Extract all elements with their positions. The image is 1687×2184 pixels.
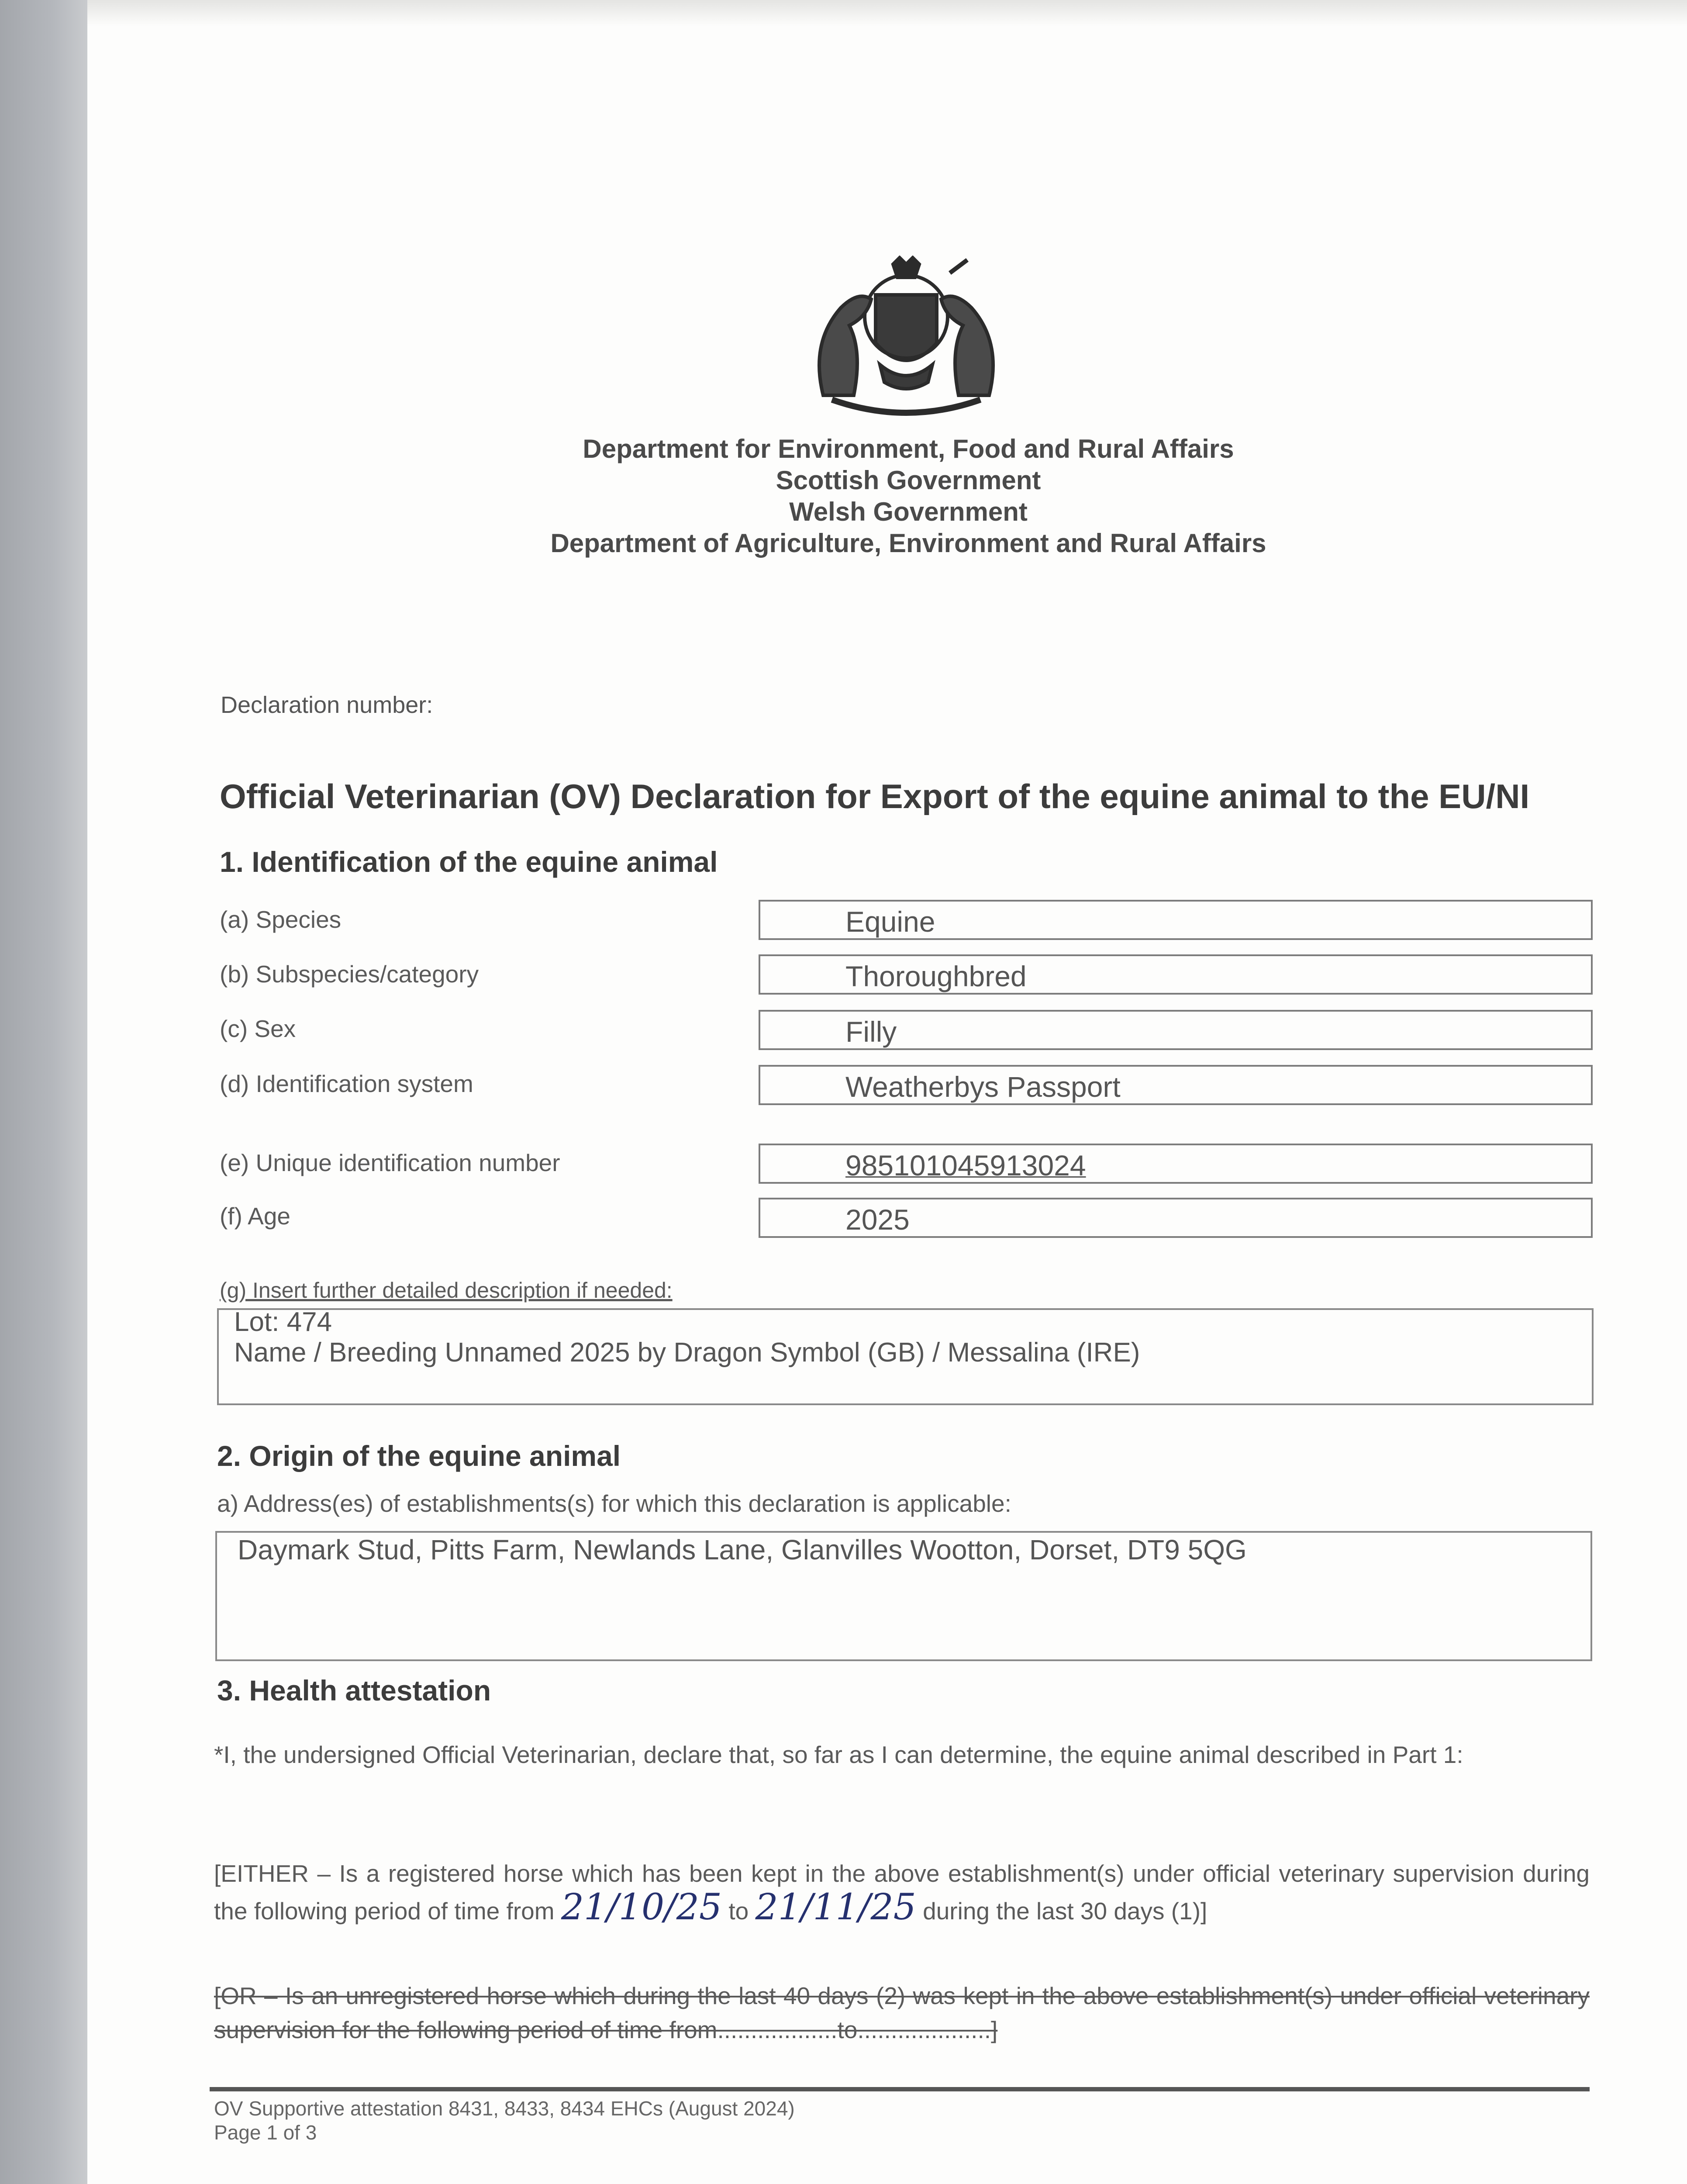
royal-coat-of-arms-icon — [806, 256, 1007, 422]
sex-field[interactable] — [759, 1010, 1593, 1050]
dept-welsh-government: Welsh Government — [789, 497, 1028, 526]
further-description-label: (g) Insert further detailed description if needed: — [220, 1278, 673, 1303]
age-label: (f) Age — [220, 1203, 291, 1230]
page-title: Official Veterinarian (OV) Declaration for Export of the equine animal to the EU/NI — [220, 777, 1530, 816]
further-description-box[interactable] — [217, 1308, 1594, 1405]
scan-spine-shadow — [0, 0, 87, 2184]
establishment-address-box[interactable] — [215, 1531, 1592, 1661]
sex-label: (c) Sex — [220, 1015, 296, 1042]
identification-system-value: Weatherbys Passport — [845, 1071, 1121, 1103]
to-word: to — [728, 1897, 749, 1925]
dept-scottish-government: Scottish Government — [776, 466, 1041, 495]
uin-label: (e) Unique identification number — [220, 1149, 560, 1176]
subspecies-label: (b) Subspecies/category — [220, 961, 479, 988]
species-label: (a) Species — [220, 906, 342, 933]
dept-defra: Department for Environment, Food and Rural Affairs — [583, 434, 1234, 463]
either-clause-text: [EITHER – Is a registered horse which has been kept in the above establishment(s) under official veterinary supervision during the following period of time from — [214, 1860, 1590, 1925]
section1-heading: 1. Identification of the equine animal — [220, 846, 718, 878]
age-value: 2025 — [845, 1203, 910, 1236]
uin-value: 985101045913024 — [845, 1149, 1086, 1182]
declaration-number-label: Declaration number: — [221, 692, 433, 718]
establishment-address: Daymark Stud, Pitts Farm, Newlands Lane, Glanvilles Wootton, Dorset, DT9 5QG — [238, 1534, 1247, 1565]
sex-value: Filly — [845, 1016, 897, 1048]
species-field[interactable] — [759, 900, 1593, 940]
or-clause-struck-through: [OR – Is an unregistered horse which during the last 40 days (2) was kept in the above establishment(s) under official veterinary supervision for the following period of time from..................to....................] — [214, 1982, 1590, 2043]
to-date-handwritten: 21/11/25 — [755, 1887, 916, 1928]
identification-system-field[interactable] — [759, 1065, 1593, 1105]
footer-divider — [210, 2087, 1590, 2091]
age-field[interactable] — [759, 1198, 1593, 1238]
species-value: Equine — [845, 905, 935, 938]
from-date-handwritten: 21/10/25 — [561, 1887, 722, 1928]
identification-system-label: (d) Identification system — [220, 1070, 473, 1097]
name-breeding: Name / Breeding Unnamed 2025 by Dragon Symbol (GB) / Messalina (IRE) — [234, 1337, 1140, 1368]
footer-form-reference: OV Supportive attestation 8431, 8433, 8434 EHCs (August 2024) — [214, 2097, 795, 2120]
dept-daera: Department of Agriculture, Environment and Rural Affairs — [550, 529, 1266, 558]
either-clause — [214, 1856, 1590, 1928]
establishment-address-label: a) Address(es) of establishments(s) for which this declaration is applicable: — [217, 1490, 1011, 1517]
section2-heading: 2. Origin of the equine animal — [217, 1440, 621, 1472]
scan-top-shadow — [87, 0, 1687, 26]
footer-page-number: Page 1 of 3 — [214, 2121, 317, 2144]
section3-heading: 3. Health attestation — [217, 1674, 491, 1707]
uin-field[interactable] — [759, 1144, 1593, 1184]
subspecies-field[interactable] — [759, 954, 1593, 995]
either-clause-end: during the last 30 days (1)] — [923, 1897, 1207, 1925]
subspecies-value: Thoroughbred — [845, 960, 1027, 992]
attestation-intro: *I, the undersigned Official Veterinarian, declare that, so far as I can determine, the equine animal described in Part 1: — [214, 1741, 1463, 1768]
lot-number: Lot: 474 — [234, 1307, 332, 1337]
